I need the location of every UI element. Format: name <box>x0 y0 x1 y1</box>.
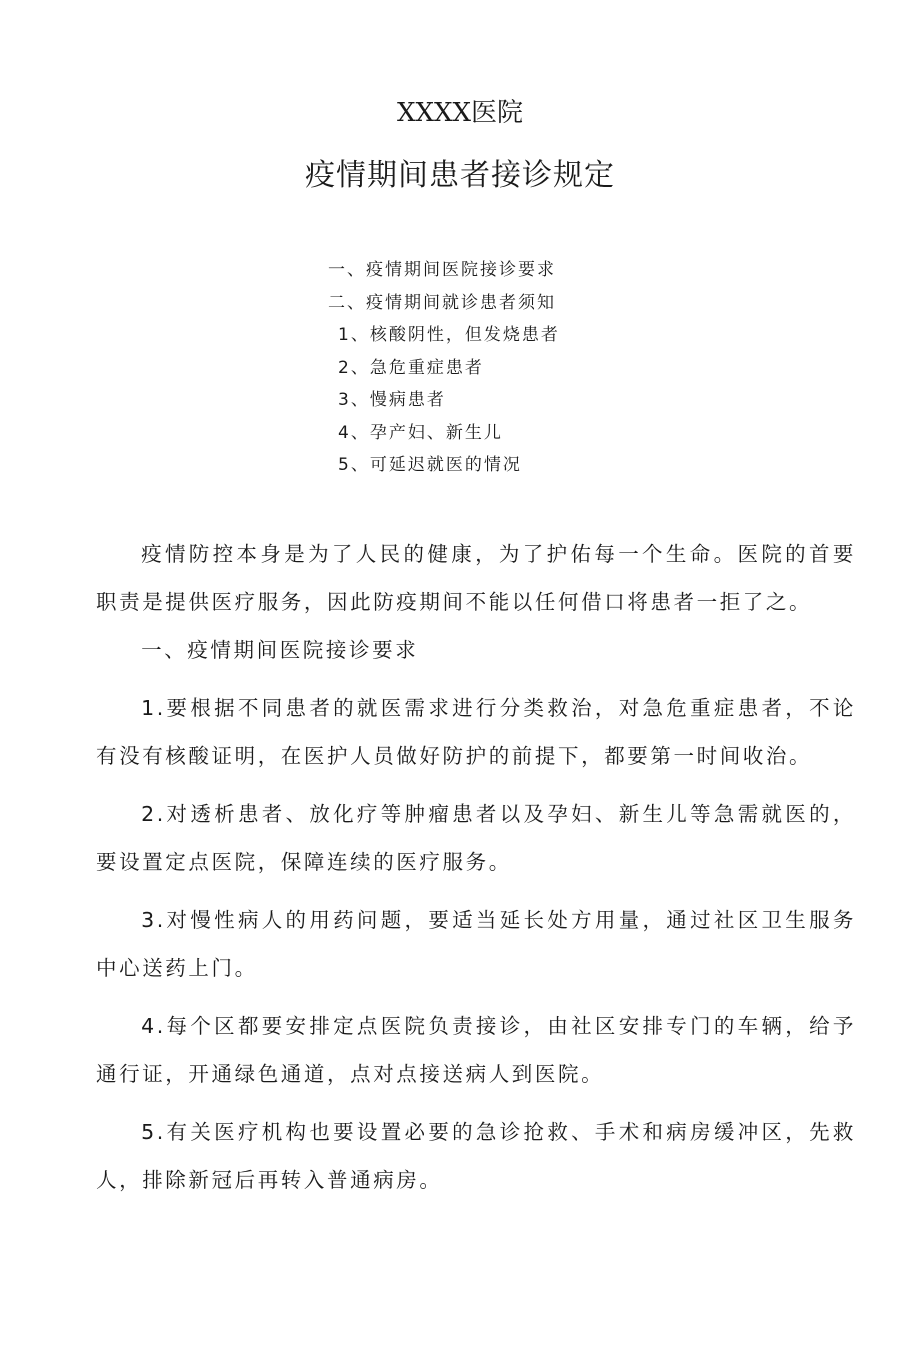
body-paragraph: 5.有关医疗机构也要设置必要的急诊抢救、手术和病房缓冲区，先救人，排除新冠后再转入普通病房。 <box>96 1120 856 1192</box>
toc-item: 1、核酸阴性，但发烧患者 <box>338 325 560 345</box>
toc-item: 5、可延迟就医的情况 <box>338 455 522 475</box>
toc-item: 2、急危重症患者 <box>338 357 484 378</box>
toc-item: 二、疫情期间就诊患者须知 <box>328 292 556 313</box>
toc-item: 4、孕产妇、新生儿 <box>338 422 503 443</box>
document-body <box>96 530 856 1204</box>
body-paragraph: 3.对慢性病人的用药问题，要适当延长处方用量，通过社区卫生服务中心送药上门。 <box>96 908 856 980</box>
intro-paragraph: 疫情防控本身是为了人民的健康，为了护佑每一个生命。医院的首要职责是提供医疗服务，因此防疫期间不能以任何借口将患者一拒了之。 <box>96 542 856 614</box>
body-paragraph: 1.要根据不同患者的就医需求进行分类救治，对急危重症患者，不论有没有核酸证明，在医护人员做好防护的前提下，都要第一时间收治。 <box>96 696 856 768</box>
toc-item: 一、疫情期间医院接诊要求 <box>328 260 556 280</box>
hospital-name: XXXX医院 <box>396 98 524 128</box>
toc-item: 3、慢病患者 <box>338 390 446 410</box>
section-heading: 一、疫情期间医院接诊要求 <box>141 638 419 662</box>
table-of-contents <box>328 254 560 482</box>
body-paragraph: 4.每个区都要安排定点医院负责接诊，由社区安排专门的车辆，给予通行证，开通绿色通道，点对点接送病人到医院。 <box>96 1014 856 1086</box>
document-title: 疫情期间患者接诊规定 <box>305 158 615 193</box>
body-paragraph: 2.对透析患者、放化疗等肿瘤患者以及孕妇、新生儿等急需就医的，要设置定点医院，保障连续的医疗服务。 <box>96 802 856 874</box>
